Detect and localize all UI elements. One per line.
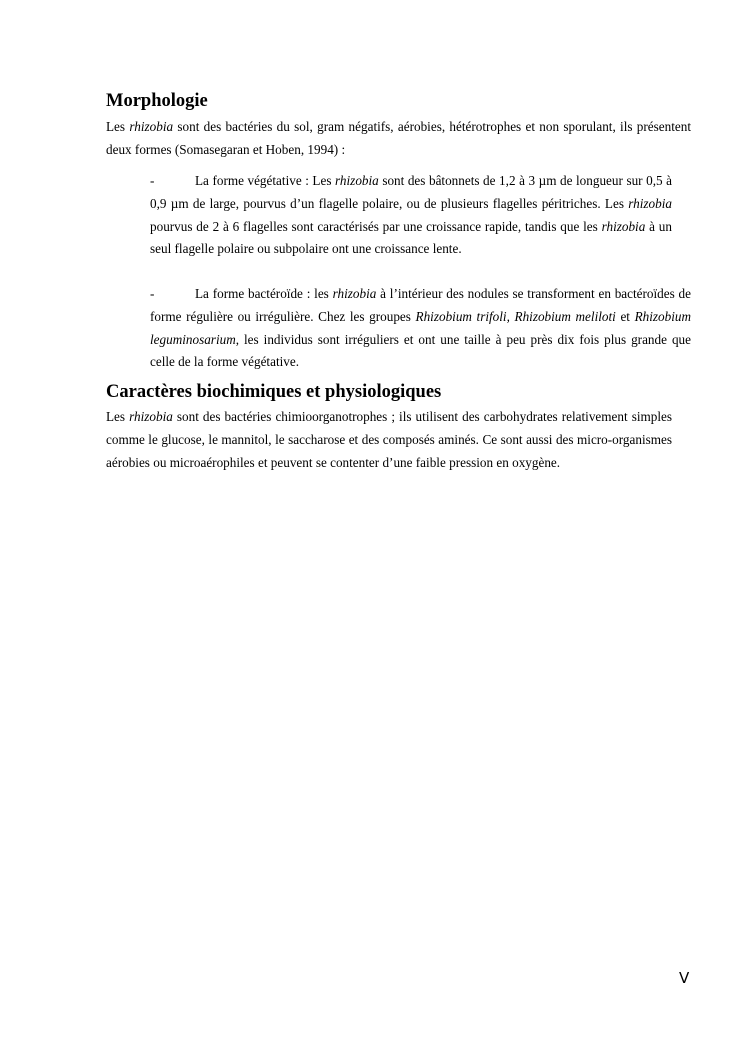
bullet-vegetative-form [150,170,672,261]
intro-paragraph [106,116,691,162]
bullet-dash: - [150,286,155,301]
italic-term: rhizobia [129,119,174,134]
text-run: sont des bactéries chimioorganotrophes ; ils utilisent des carbohydrates relativement simples comme le glucose, le mannitol, le saccharose et des composés aminés. Ce sont aussi des micro-organismes aérobies ou microaérophiles et peuvent se contenter d’une faible pression en oxygène. [106,409,672,470]
text-run: et [615,308,635,324]
italic-term: rhizobia [628,195,672,211]
section-heading-morphologie: Morphologie [106,91,208,111]
italic-term: Rhizobium leguminosarium [150,308,691,347]
italic-term: Rhizobium trifoli, Rhizobium meliloti [415,308,616,324]
section-heading-caracteres: Caractères biochimiques et physiologiques [106,382,442,402]
italic-term: rhizobia [601,218,646,234]
text-run: La forme végétative : Les [195,173,336,188]
text-run: à l’intérieur des nodules se transforment en bactéroïdes de forme régulière ou irrégulière. Chez les groupes [150,286,691,324]
text-run: Les [106,119,130,134]
text-run: sont des bactéries du sol, gram négatifs, aérobies, hétérotrophes et non sporulant, ils présentent deux formes (Somasegaran et Hoben, 1994) : [106,119,691,157]
italic-term: rhizobia [332,286,377,301]
text-run: , les individus sont irréguliers et ont une taille à peu près dix fois plus grande que celle de la forme végétative. [150,331,691,370]
biochem-paragraph [106,406,672,474]
italic-term: rhizobia [129,409,173,424]
bullet-dash: - [150,173,155,188]
page-number: V [679,969,690,987]
text-run: Les [106,409,130,424]
bullet-bacteroid-form [150,283,691,374]
italic-term: rhizobia [335,173,379,188]
text-run: à un seul flagelle polaire ou subpolaire ont une croissance lente. [150,218,672,257]
text-run: pourvus de 2 à 6 flagelles sont caractérisés par une croissance rapide, tandis que les [150,218,602,234]
text-run: sont des bâtonnets de 1,2 à 3 µm de longueur sur 0,5 à 0,9 µm de large, pourvus d’un flagelle polaire, ou de plusieurs flagelles péritriches. Les [150,173,672,211]
text-run: La forme bactéroïde : les [195,286,333,301]
